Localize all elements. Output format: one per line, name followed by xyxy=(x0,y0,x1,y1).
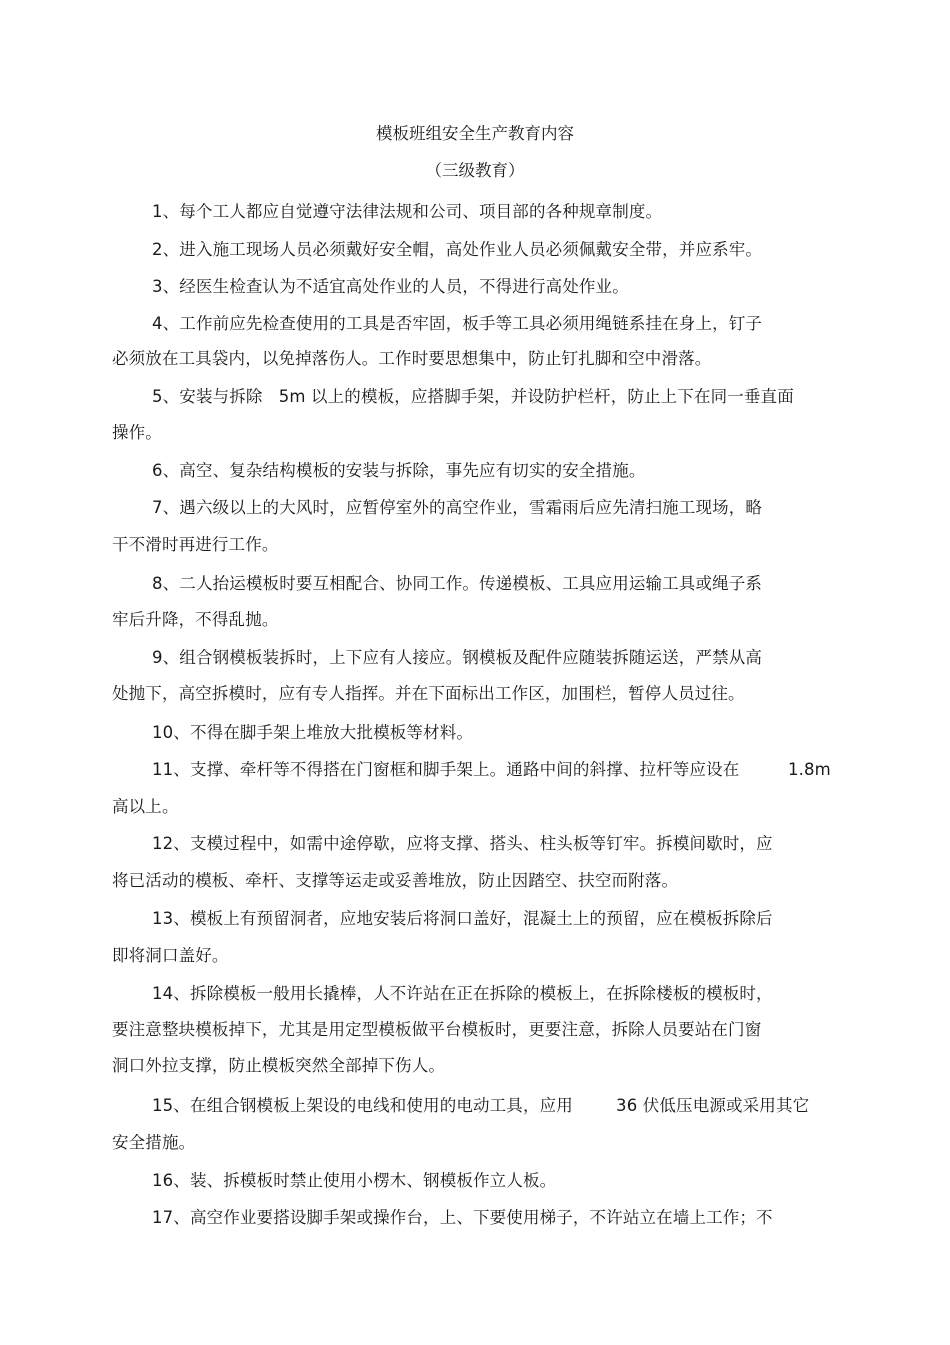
paragraph-15-line-2: 安全措施。 xyxy=(112,1133,196,1152)
paragraph-4-line-2: 必须放在工具袋内，以免掉落伤人。工作时要思想集中，防止钉扎脚和空中滑落。 xyxy=(112,349,712,368)
paragraph-12-line-1: 12、支模过程中，如需中途停歇，应将支撑、搭头、柱头板等钉牢。拆模间歇时，应 xyxy=(152,834,773,853)
document-subtitle: （三级教育） xyxy=(425,161,525,180)
paragraph-9-line-2: 处抛下，高空拆模时，应有专人指挥。并在下面标出工作区，加围栏，暂停人员过往。 xyxy=(112,684,745,703)
paragraph-10-line-1: 10、不得在脚手架上堆放大批模板等材料。 xyxy=(152,723,473,742)
paragraph-14-line-3: 洞口外拉支撑，防止模板突然全部掉下伤人。 xyxy=(112,1056,445,1075)
paragraph-13-line-2: 即将洞口盖好。 xyxy=(112,946,229,965)
paragraph-11-line-2: 高以上。 xyxy=(112,797,179,816)
paragraph-11-line-1: 11、支撑、牵杆等不得搭在门窗框和脚手架上。通路中间的斜撑、拉杆等应设在 1.8m xyxy=(152,760,831,779)
paragraph-14-line-2: 要注意整块模板掉下，尤其是用定型模板做平台模板时，更要注意，拆除人员要站在门窗 xyxy=(112,1020,762,1039)
paragraph-17-line-1: 17、高空作业要搭设脚手架或操作台，上、下要使用梯子，不许站立在墙上工作；不 xyxy=(152,1208,773,1227)
paragraph-7-line-2: 干不滑时再进行工作。 xyxy=(112,535,279,554)
paragraph-1-line-1: 1、每个工人都应自觉遵守法律法规和公司、项目部的各种规章制度。 xyxy=(152,202,663,221)
paragraph-13-line-1: 13、模板上有预留洞者，应地安装后将洞口盖好，混凝土上的预留，应在模板拆除后 xyxy=(152,909,773,928)
paragraph-14-line-1: 14、拆除模板一般用长撬棒，人不许站在正在拆除的模板上，在拆除楼板的模板时， xyxy=(152,984,773,1003)
paragraph-9-line-1: 9、组合钢模板装拆时，上下应有人接应。钢模板及配件应随装拆随运送，严禁从高 xyxy=(152,648,763,667)
paragraph-16-line-1: 16、装、拆模板时禁止使用小楞木、钢模板作立人板。 xyxy=(152,1171,557,1190)
paragraph-5-line-1: 5、安装与拆除 5m 以上的模板，应搭脚手架，并设防护栏杆，防止上下在同一垂直面 xyxy=(152,387,794,406)
paragraph-4-line-1: 4、工作前应先检查使用的工具是否牢固，板手等工具必须用绳链系挂在身上，钉子 xyxy=(152,314,763,333)
paragraph-12-line-2: 将已活动的模板、牵杆、支撑等运走或妥善堆放，防止因踏空、扶空而附落。 xyxy=(112,871,679,890)
paragraph-3-line-1: 3、经医生检查认为不适宜高处作业的人员，不得进行高处作业。 xyxy=(152,277,629,296)
paragraph-6-line-1: 6、高空、复杂结构模板的安装与拆除，事先应有切实的安全措施。 xyxy=(152,461,646,480)
paragraph-15-line-1: 15、在组合钢模板上架设的电线和使用的电动工具，应用 36 伏低压电源或采用其它 xyxy=(152,1096,810,1115)
document-title: 模板班组安全生产教育内容 xyxy=(376,124,574,143)
paragraph-5-line-2: 操作。 xyxy=(112,423,162,442)
paragraph-7-line-1: 7、遇六级以上的大风时，应暂停室外的高空作业，雪霜雨后应先清扫施工现场，略 xyxy=(152,498,763,517)
paragraph-8-line-1: 8、二人抬运模板时要互相配合、协同工作。传递模板、工具应用运输工具或绳子系 xyxy=(152,574,763,593)
paragraph-2-line-1: 2、进入施工现场人员必须戴好安全帽，高处作业人员必须佩戴安全带，并应系牢。 xyxy=(152,240,763,259)
paragraph-8-line-2: 牢后升降，不得乱抛。 xyxy=(112,610,279,629)
